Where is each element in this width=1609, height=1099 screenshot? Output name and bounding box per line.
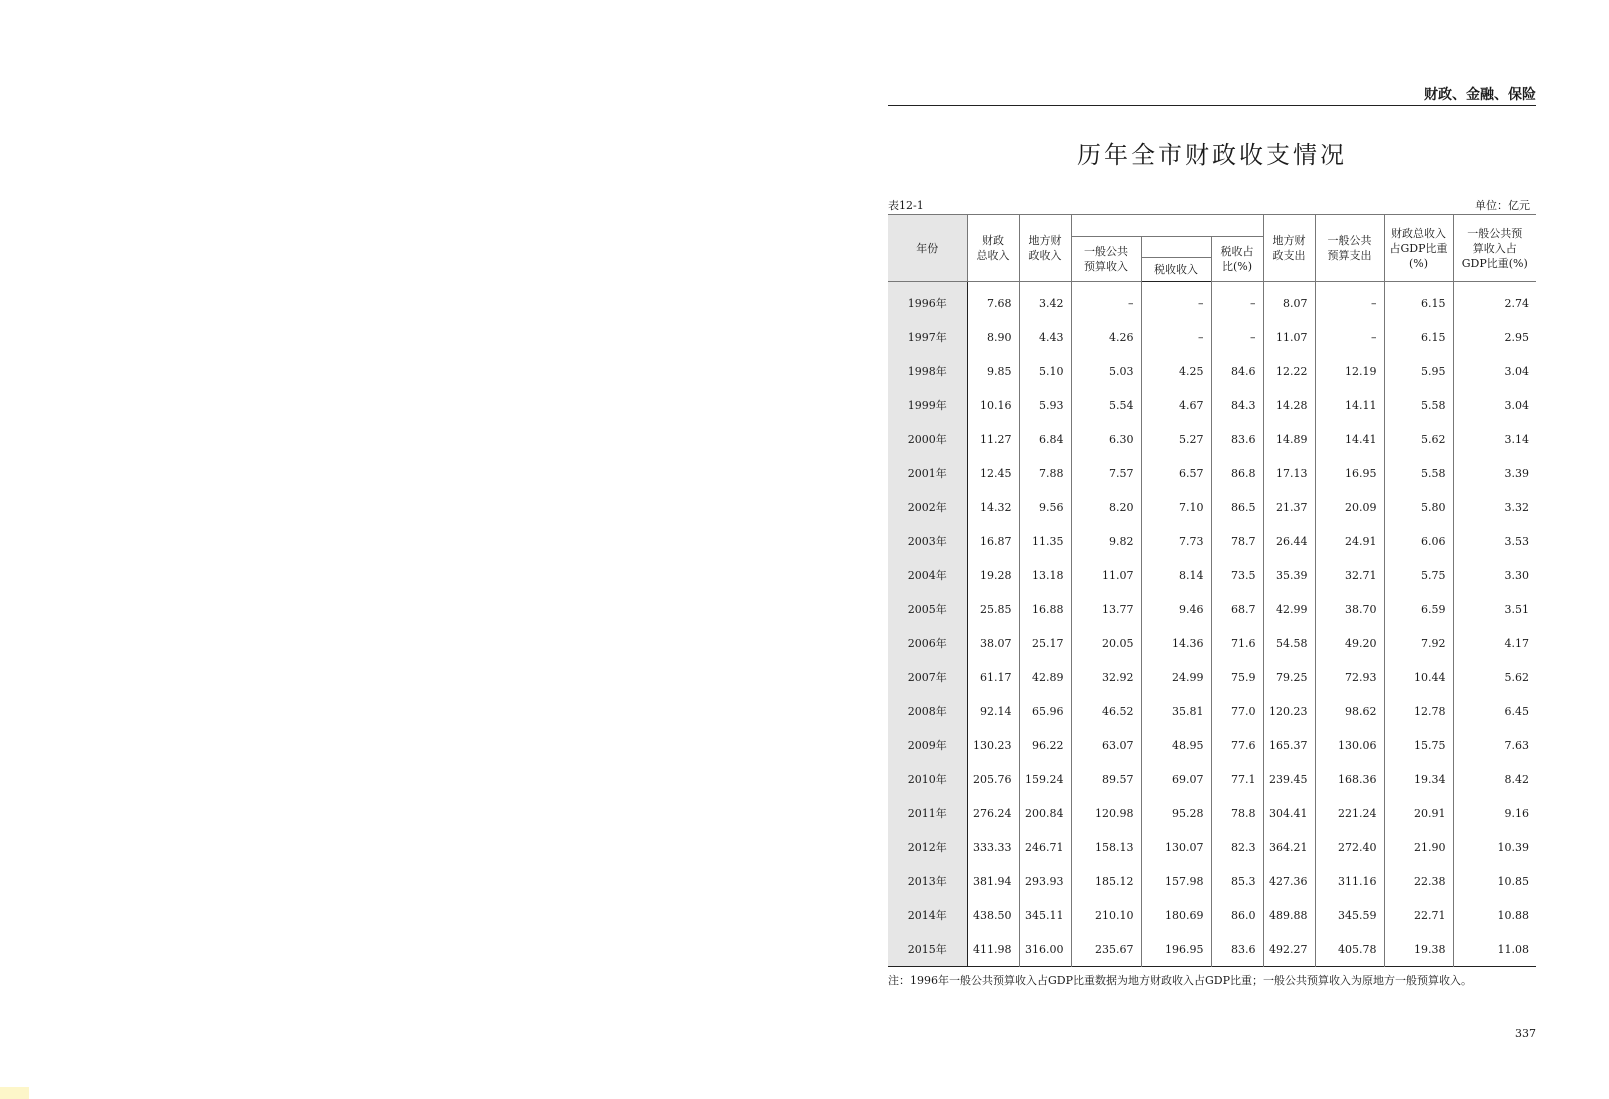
value-cell: 221.24 xyxy=(1315,796,1384,830)
value-cell: 42.89 xyxy=(1019,660,1071,694)
value-cell: 10.16 xyxy=(980,398,1012,412)
table-row xyxy=(888,354,1536,388)
value-cell: 6.59 xyxy=(1384,592,1453,626)
header-general-budget-revenue: 一般公共 预算收入 xyxy=(1071,237,1141,282)
value-cell: 16.87 xyxy=(980,534,1012,548)
year-cell: 2006年 xyxy=(888,626,967,660)
value-cell: 345.11 xyxy=(1019,898,1071,932)
value-cell: 11.07 xyxy=(1263,320,1315,354)
value-cell: 12.78 xyxy=(1384,694,1453,728)
value-cell: 3.42 xyxy=(1019,282,1071,321)
header-tax-share: 税收占 比(%) xyxy=(1211,237,1263,282)
table-id: 表12-1 xyxy=(888,199,924,212)
header-tax-spacer xyxy=(1141,237,1211,258)
table-row xyxy=(888,932,1536,967)
value-cell: 7.57 xyxy=(1071,456,1141,490)
table-row xyxy=(888,864,1536,898)
year-cell: 2001年 xyxy=(888,456,967,490)
value-cell: 130.23 xyxy=(973,738,1012,752)
value-cell: 272.40 xyxy=(1315,830,1384,864)
value-cell: 180.69 xyxy=(1141,898,1211,932)
value-cell: 4.26 xyxy=(1071,320,1141,354)
value-cell: – xyxy=(1211,282,1263,321)
value-cell: 3.30 xyxy=(1453,558,1536,592)
value-cell: 19.28 xyxy=(980,568,1012,582)
value-cell: 69.07 xyxy=(1141,762,1211,796)
value-cell: 10.39 xyxy=(1453,830,1536,864)
year-cell: 2011年 xyxy=(888,796,967,830)
value-cell: 492.27 xyxy=(1263,932,1315,967)
value-cell: 235.67 xyxy=(1071,932,1141,967)
value-cell: 11.07 xyxy=(1071,558,1141,592)
year-cell: 1999年 xyxy=(888,388,967,422)
page-number: 337 xyxy=(1515,1027,1536,1040)
value-cell: 11.27 xyxy=(980,432,1012,446)
table-row xyxy=(888,830,1536,864)
fiscal-table xyxy=(888,214,1536,967)
value-cell: 5.27 xyxy=(1141,422,1211,456)
value-cell: 3.32 xyxy=(1453,490,1536,524)
value-cell: 4.43 xyxy=(1019,320,1071,354)
value-cell: 78.7 xyxy=(1211,524,1263,558)
value-cell: 13.77 xyxy=(1071,592,1141,626)
value-cell: 77.1 xyxy=(1211,762,1263,796)
value-cell: 8.90 xyxy=(987,330,1012,344)
value-cell: – xyxy=(1315,282,1384,321)
value-cell: 84.6 xyxy=(1211,354,1263,388)
table-row xyxy=(888,388,1536,422)
value-cell: – xyxy=(1141,320,1211,354)
corner-marker xyxy=(0,1087,29,1099)
value-cell: 19.34 xyxy=(1384,762,1453,796)
value-cell: 14.89 xyxy=(1263,422,1315,456)
value-cell: 316.00 xyxy=(1019,932,1071,967)
page-title: 历年全市财政收支情况 xyxy=(1077,141,1347,169)
header-total-revenue-gdp: 财政总收入 占GDP比重 (%) xyxy=(1384,215,1453,282)
year-cell: 2012年 xyxy=(888,830,967,864)
value-cell: 48.95 xyxy=(1141,728,1211,762)
header-rule xyxy=(888,105,1536,106)
table-row xyxy=(888,694,1536,728)
table-row xyxy=(888,558,1536,592)
value-cell: – xyxy=(1211,320,1263,354)
value-cell: 12.22 xyxy=(1263,354,1315,388)
value-cell: 19.38 xyxy=(1384,932,1453,967)
value-cell: 411.98 xyxy=(973,942,1012,956)
value-cell: 6.30 xyxy=(1071,422,1141,456)
value-cell: 7.73 xyxy=(1141,524,1211,558)
value-cell: 4.25 xyxy=(1141,354,1211,388)
value-cell: 14.32 xyxy=(980,500,1012,514)
value-cell: 8.14 xyxy=(1141,558,1211,592)
value-cell: 130.07 xyxy=(1141,830,1211,864)
value-cell: 6.45 xyxy=(1453,694,1536,728)
value-cell: 6.15 xyxy=(1384,282,1453,321)
value-cell: 11.08 xyxy=(1453,932,1536,967)
value-cell: 25.85 xyxy=(980,602,1012,616)
header-group-spacer xyxy=(1071,215,1263,237)
value-cell: 438.50 xyxy=(973,908,1012,922)
value-cell: 130.06 xyxy=(1315,728,1384,762)
year-cell: 1996年 xyxy=(888,282,967,321)
value-cell: – xyxy=(1315,320,1384,354)
value-cell: 6.15 xyxy=(1384,320,1453,354)
value-cell: 22.71 xyxy=(1384,898,1453,932)
value-cell: 26.44 xyxy=(1263,524,1315,558)
value-cell: 98.62 xyxy=(1315,694,1384,728)
header-general-budget-gdp: 一般公共预 算收入占 GDP比重(%) xyxy=(1453,215,1536,282)
table-row xyxy=(888,524,1536,558)
value-cell: 239.45 xyxy=(1263,762,1315,796)
value-cell: 200.84 xyxy=(1019,796,1071,830)
value-cell: 8.42 xyxy=(1453,762,1536,796)
header-year: 年份 xyxy=(888,215,967,282)
value-cell: 42.99 xyxy=(1263,592,1315,626)
year-cell: 2014年 xyxy=(888,898,967,932)
value-cell: 185.12 xyxy=(1071,864,1141,898)
value-cell: 5.62 xyxy=(1384,422,1453,456)
value-cell: 83.6 xyxy=(1211,422,1263,456)
value-cell: 77.6 xyxy=(1211,728,1263,762)
value-cell: 5.03 xyxy=(1071,354,1141,388)
value-cell: 5.54 xyxy=(1071,388,1141,422)
value-cell: 5.58 xyxy=(1384,456,1453,490)
value-cell: 3.53 xyxy=(1453,524,1536,558)
value-cell: 489.88 xyxy=(1263,898,1315,932)
value-cell: 5.93 xyxy=(1019,388,1071,422)
value-cell: 5.95 xyxy=(1384,354,1453,388)
value-cell: 2.74 xyxy=(1453,282,1536,321)
value-cell: 5.58 xyxy=(1384,388,1453,422)
value-cell: 11.35 xyxy=(1019,524,1071,558)
value-cell: 6.57 xyxy=(1141,456,1211,490)
table-row xyxy=(888,422,1536,456)
value-cell: 9.46 xyxy=(1141,592,1211,626)
value-cell: 333.33 xyxy=(973,840,1012,854)
value-cell: 8.07 xyxy=(1263,282,1315,321)
value-cell: 84.3 xyxy=(1211,388,1263,422)
table-row xyxy=(888,762,1536,796)
value-cell: 12.19 xyxy=(1315,354,1384,388)
value-cell: 5.80 xyxy=(1384,490,1453,524)
value-cell: 17.13 xyxy=(1263,456,1315,490)
year-cell: 2007年 xyxy=(888,660,967,694)
value-cell: 54.58 xyxy=(1263,626,1315,660)
value-cell: 20.05 xyxy=(1071,626,1141,660)
value-cell: 7.88 xyxy=(1019,456,1071,490)
year-cell: 2005年 xyxy=(888,592,967,626)
value-cell: 78.8 xyxy=(1211,796,1263,830)
value-cell: 9.82 xyxy=(1071,524,1141,558)
value-cell: 35.81 xyxy=(1141,694,1211,728)
value-cell: 14.41 xyxy=(1315,422,1384,456)
value-cell: 3.51 xyxy=(1453,592,1536,626)
value-cell: 49.20 xyxy=(1315,626,1384,660)
table-row xyxy=(888,282,1536,321)
value-cell: 120.23 xyxy=(1263,694,1315,728)
value-cell: 165.37 xyxy=(1263,728,1315,762)
value-cell: 14.28 xyxy=(1263,388,1315,422)
value-cell: 96.22 xyxy=(1019,728,1071,762)
value-cell: 77.0 xyxy=(1211,694,1263,728)
value-cell: 4.17 xyxy=(1453,626,1536,660)
table-row xyxy=(888,660,1536,694)
table-row xyxy=(888,626,1536,660)
value-cell: 5.75 xyxy=(1384,558,1453,592)
year-cell: 2010年 xyxy=(888,762,967,796)
value-cell: 205.76 xyxy=(973,772,1012,786)
value-cell: 4.67 xyxy=(1141,388,1211,422)
table-row xyxy=(888,898,1536,932)
value-cell: 10.85 xyxy=(1453,864,1536,898)
value-cell: 3.04 xyxy=(1453,354,1536,388)
value-cell: 63.07 xyxy=(1071,728,1141,762)
value-cell: 2.95 xyxy=(1453,320,1536,354)
value-cell: 210.10 xyxy=(1071,898,1141,932)
year-cell: 2015年 xyxy=(888,932,967,967)
value-cell: 24.99 xyxy=(1141,660,1211,694)
value-cell: 16.88 xyxy=(1019,592,1071,626)
value-cell: – xyxy=(1071,282,1141,321)
value-cell: 86.0 xyxy=(1211,898,1263,932)
year-cell: 2013年 xyxy=(888,864,967,898)
year-cell: 2000年 xyxy=(888,422,967,456)
book-page xyxy=(888,0,1536,1099)
value-cell: 86.5 xyxy=(1211,490,1263,524)
value-cell: 32.71 xyxy=(1315,558,1384,592)
header-local-revenue: 地方财 政收入 xyxy=(1019,215,1071,282)
table-row xyxy=(888,728,1536,762)
value-cell: 345.59 xyxy=(1315,898,1384,932)
value-cell: 7.63 xyxy=(1453,728,1536,762)
header-local-expenditure: 地方财 政支出 xyxy=(1263,215,1315,282)
value-cell: 20.91 xyxy=(1384,796,1453,830)
table-row xyxy=(888,456,1536,490)
value-cell: 35.39 xyxy=(1263,558,1315,592)
value-cell: 89.57 xyxy=(1071,762,1141,796)
value-cell: 72.93 xyxy=(1315,660,1384,694)
value-cell: 92.14 xyxy=(980,704,1012,718)
value-cell: 158.13 xyxy=(1071,830,1141,864)
value-cell: 311.16 xyxy=(1315,864,1384,898)
year-cell: 2002年 xyxy=(888,490,967,524)
value-cell: 3.39 xyxy=(1453,456,1536,490)
value-cell: 73.5 xyxy=(1211,558,1263,592)
value-cell: 8.20 xyxy=(1071,490,1141,524)
value-cell: – xyxy=(1141,282,1211,321)
value-cell: 21.90 xyxy=(1384,830,1453,864)
value-cell: 32.92 xyxy=(1071,660,1141,694)
value-cell: 364.21 xyxy=(1263,830,1315,864)
header-total-revenue: 财政 总收入 xyxy=(967,215,1019,282)
value-cell: 7.10 xyxy=(1141,490,1211,524)
value-cell: 304.41 xyxy=(1263,796,1315,830)
table-row xyxy=(888,592,1536,626)
header-general-budget-expenditure: 一般公共 预算支出 xyxy=(1315,215,1384,282)
value-cell: 85.3 xyxy=(1211,864,1263,898)
value-cell: 3.14 xyxy=(1453,422,1536,456)
value-cell: 38.70 xyxy=(1315,592,1384,626)
table-row xyxy=(888,796,1536,830)
value-cell: 196.95 xyxy=(1141,932,1211,967)
value-cell: 12.45 xyxy=(980,466,1012,480)
value-cell: 24.91 xyxy=(1315,524,1384,558)
value-cell: 3.04 xyxy=(1453,388,1536,422)
value-cell: 5.62 xyxy=(1453,660,1536,694)
value-cell: 68.7 xyxy=(1211,592,1263,626)
table-note: 注：1996年一般公共预算收入占GDP比重数据为地方财政收入占GDP比重；一般公共预算收入为原地方一般预算收入。 xyxy=(888,974,1473,987)
value-cell: 9.85 xyxy=(987,364,1012,378)
value-cell: 13.18 xyxy=(1019,558,1071,592)
value-cell: 157.98 xyxy=(1141,864,1211,898)
value-cell: 79.25 xyxy=(1263,660,1315,694)
year-cell: 2003年 xyxy=(888,524,967,558)
value-cell: 25.17 xyxy=(1019,626,1071,660)
value-cell: 22.38 xyxy=(1384,864,1453,898)
value-cell: 20.09 xyxy=(1315,490,1384,524)
value-cell: 71.6 xyxy=(1211,626,1263,660)
value-cell: 14.11 xyxy=(1315,388,1384,422)
value-cell: 246.71 xyxy=(1019,830,1071,864)
value-cell: 10.44 xyxy=(1384,660,1453,694)
value-cell: 65.96 xyxy=(1019,694,1071,728)
value-cell: 120.98 xyxy=(1071,796,1141,830)
year-cell: 2009年 xyxy=(888,728,967,762)
value-cell: 61.17 xyxy=(980,670,1012,684)
value-cell: 381.94 xyxy=(973,874,1012,888)
fiscal-table-body xyxy=(888,282,1536,967)
value-cell: 16.95 xyxy=(1315,456,1384,490)
value-cell: 83.6 xyxy=(1211,932,1263,967)
table-row xyxy=(888,490,1536,524)
year-cell: 1998年 xyxy=(888,354,967,388)
value-cell: 82.3 xyxy=(1211,830,1263,864)
value-cell: 21.37 xyxy=(1263,490,1315,524)
table-row xyxy=(888,320,1536,354)
value-cell: 293.93 xyxy=(1019,864,1071,898)
value-cell: 168.36 xyxy=(1315,762,1384,796)
running-head: 财政、金融、保险 xyxy=(1424,87,1536,103)
year-cell: 2004年 xyxy=(888,558,967,592)
value-cell: 10.88 xyxy=(1453,898,1536,932)
value-cell: 38.07 xyxy=(980,636,1012,650)
value-cell: 15.75 xyxy=(1384,728,1453,762)
value-cell: 95.28 xyxy=(1141,796,1211,830)
value-cell: 86.8 xyxy=(1211,456,1263,490)
value-cell: 6.84 xyxy=(1019,422,1071,456)
value-cell: 9.16 xyxy=(1453,796,1536,830)
value-cell: 75.9 xyxy=(1211,660,1263,694)
value-cell: 14.36 xyxy=(1141,626,1211,660)
year-cell: 2008年 xyxy=(888,694,967,728)
value-cell: 9.56 xyxy=(1019,490,1071,524)
value-cell: 46.52 xyxy=(1071,694,1141,728)
value-cell: 159.24 xyxy=(1019,762,1071,796)
value-cell: 427.36 xyxy=(1263,864,1315,898)
value-cell: 6.06 xyxy=(1384,524,1453,558)
value-cell: 5.10 xyxy=(1019,354,1071,388)
header-tax-revenue: 税收收入 xyxy=(1141,258,1211,282)
value-cell: 405.78 xyxy=(1315,932,1384,967)
year-cell: 1997年 xyxy=(888,320,967,354)
unit-label: 单位：亿元 xyxy=(1475,199,1530,212)
value-cell: 276.24 xyxy=(973,806,1012,820)
value-cell: 7.68 xyxy=(987,296,1012,310)
value-cell: 7.92 xyxy=(1384,626,1453,660)
